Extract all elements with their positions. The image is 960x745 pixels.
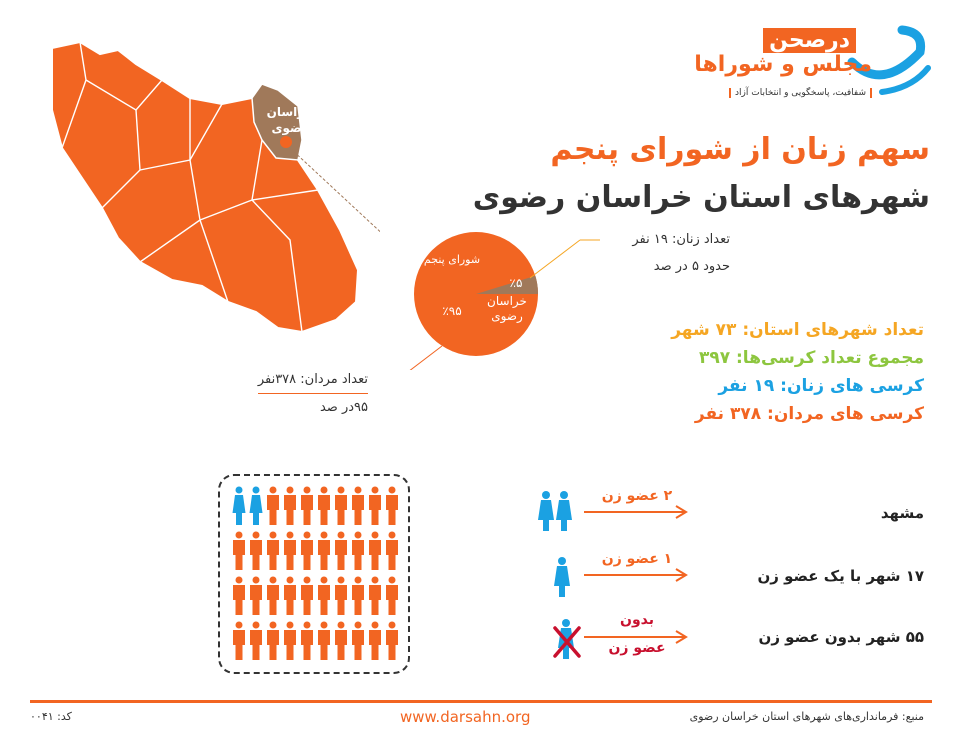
men-note-line1: تعداد مردان: ۳۷۸نفر [258, 366, 368, 394]
iran-map-body [52, 42, 358, 332]
man-figure-icon [334, 621, 348, 661]
pie-label-right-pct: ٪۵ [509, 276, 523, 290]
arrow-3-label-line1: بدون [620, 612, 654, 628]
page-subtitle: شهرهای استان خراسان رضوی [472, 180, 930, 215]
man-figure-icon [351, 531, 365, 571]
footer-source: منبع: فرمانداری‌های شهرهای استان خراسان رضوی [689, 710, 924, 723]
row-1-label: مشهد [880, 504, 924, 522]
khorasan-marker [280, 136, 292, 148]
arrow-1 [584, 502, 690, 522]
man-figure-icon [385, 531, 399, 571]
figures-grid [232, 486, 402, 666]
footer-website-link[interactable]: www.darsahn.org [400, 708, 531, 726]
man-figure-icon [232, 531, 246, 571]
man-figure-icon [266, 531, 280, 571]
no-woman-icon [552, 618, 582, 662]
man-figure-icon [368, 621, 382, 661]
man-figure-icon [385, 486, 399, 526]
arrow-2-label: ۱ عضو زن [601, 551, 673, 567]
woman-figure-icon [249, 486, 263, 526]
logo [682, 22, 932, 112]
footer-divider [30, 700, 932, 703]
man-figure-icon [351, 486, 365, 526]
logo-tagline: شفافیت، پاسخگویی و انتخابات آزاد [729, 88, 872, 98]
logo-name: درصحن [763, 28, 856, 53]
pie-label-right: خراسان رضوی [487, 294, 527, 323]
row-3-label: ۵۵ شهر بدون عضو زن [758, 628, 924, 646]
stats-block [671, 316, 924, 428]
women-note-line1: تعداد زنان: ۱۹ نفر [632, 232, 730, 247]
man-figure-icon [334, 486, 348, 526]
two-women-icon [536, 490, 576, 532]
man-figure-icon [300, 621, 314, 661]
man-figure-icon [266, 486, 280, 526]
man-figure-icon [266, 621, 280, 661]
man-figure-icon [300, 576, 314, 616]
man-figure-icon [283, 576, 297, 616]
man-figure-icon [334, 531, 348, 571]
man-figure-icon [317, 621, 331, 661]
arrow-2 [584, 565, 690, 585]
man-figure-icon [385, 576, 399, 616]
iran-map [40, 40, 380, 340]
man-figure-icon [317, 576, 331, 616]
stat-women: کرسی های زنان: ۱۹ نفر [718, 376, 924, 396]
man-figure-icon [351, 621, 365, 661]
row-2-label: ۱۷ شهر با یک عضو زن [757, 567, 924, 585]
man-figure-icon [232, 621, 246, 661]
man-figure-icon [317, 531, 331, 571]
man-figure-icon [249, 531, 263, 571]
footer-code: کد: ۰۰۴۱ [30, 710, 72, 723]
men-note-line2: ۹۵در صد [319, 400, 368, 415]
man-figure-icon [232, 576, 246, 616]
stat-men: کرسی های مردان: ۳۷۸ نفر [694, 404, 924, 424]
map-region-label: خراسان رضوی [266, 105, 314, 135]
page-title: سهم زنان از شورای پنجم [550, 132, 930, 167]
arrow-3-label-line2: عضو زن [608, 640, 666, 656]
man-figure-icon [351, 576, 365, 616]
men-note [238, 366, 368, 421]
man-figure-icon [300, 486, 314, 526]
man-figure-icon [385, 621, 399, 661]
women-note [632, 226, 730, 280]
stat-seats: مجموع تعداد کرسی‌ها: ۳۹۷ [698, 348, 924, 368]
man-figure-icon [334, 576, 348, 616]
one-woman-icon [552, 556, 572, 598]
logo-subtitle: مجلس و شوراها [694, 52, 872, 77]
man-figure-icon [368, 486, 382, 526]
man-figure-icon [283, 621, 297, 661]
women-note-line2: حدود ۵ در صد [653, 259, 730, 274]
pie-label-left: شورای پنجم [423, 253, 481, 266]
man-figure-icon [249, 576, 263, 616]
pie-label-left-pct: ٪۹۵ [442, 304, 462, 318]
arrow-1-label: ۲ عضو زن [601, 488, 673, 504]
man-figure-icon [368, 576, 382, 616]
man-figure-icon [317, 486, 331, 526]
man-figure-icon [283, 486, 297, 526]
man-figure-icon [283, 531, 297, 571]
man-figure-icon [300, 531, 314, 571]
stat-cities: تعداد شهرهای استان: ۷۳ شهر [671, 320, 924, 340]
woman-figure-icon [232, 486, 246, 526]
man-figure-icon [249, 621, 263, 661]
man-figure-icon [368, 531, 382, 571]
man-figure-icon [266, 576, 280, 616]
